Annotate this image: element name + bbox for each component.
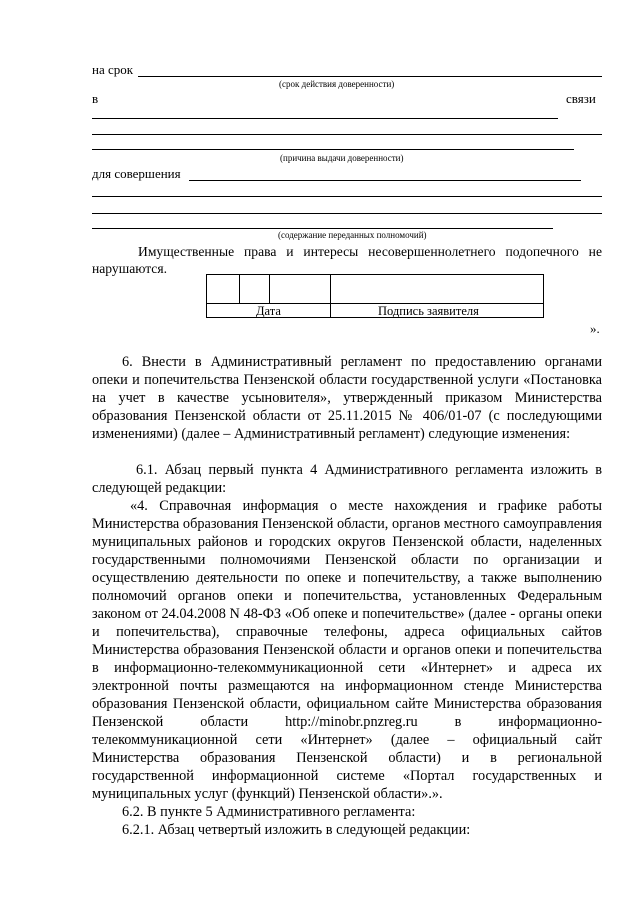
purpose-label: для совершения: [92, 166, 181, 181]
term-label: на срок: [92, 62, 134, 77]
rights-statement: Имущественные права и интересы несовершеннолетнего подопечного не нарушаются.: [92, 244, 602, 276]
purpose-line-4: [92, 228, 553, 229]
powers-caption: (содержание переданных полномочий): [278, 230, 427, 240]
reason-line-3: [92, 149, 574, 150]
reason-line-1: [92, 118, 558, 119]
paragraph-item-6-1: 6.1. Абзац первый пункта 4 Административного регламента изложить в следующей редакции:: [92, 462, 602, 496]
paragraph-item-6-2-1: 6.2.1. Абзац четвертый изложить в следующей редакции:: [122, 822, 471, 838]
date-label: Дата: [256, 304, 281, 318]
reason-line-2: [92, 134, 602, 135]
purpose-line-2: [92, 196, 602, 197]
term-caption: (срок действия доверенности): [279, 79, 395, 89]
reason-caption: (причина выдачи доверенности): [280, 153, 404, 163]
closing-quote-mark: ».: [590, 321, 600, 336]
signature-label: Подпись заявителя: [378, 304, 479, 318]
paragraph-item-6-2: 6.2. В пункте 5 Административного регламента:: [122, 804, 416, 820]
purpose-line-1: [189, 180, 581, 181]
term-line: [138, 76, 602, 77]
signature-table: [206, 274, 544, 318]
paragraph-item-6: 6. Внести в Административный регламент по предоставлению органами опеки и попечительства Пензенской области государственной услуги «Постановка на учет в качестве усыновителя», утвержденный приказом Министерства образования Пензенской области от 25.11.2015 № 406/01-07 (с последующими изменениями) (далее – Административный регламент) следующие изменения:: [92, 354, 602, 442]
paragraph-quote-4: «4. Справочная информация о месте нахождения и графике работы Министерства образования Пензенской области, органов местного самоуправления муниципальных районов и городских округов Пензенской области, наделенных государственными полномочиями Пензенской области по организации и осуществлению деятельности по опеке и попечительству, а также выполнению полномочий органов опеки и попечительства, установленных Федеральным законом от 24.04.2008 N 48-ФЗ «Об опеке и попечительстве» (далее - органы опеки и попечительства), справочные телефоны, адреса официальных сайтов Министерства образования Пензенской области и органов опеки и попечительства в информационно-телекоммуникационной сети «Интернет» и адреса их электронной почты размещаются на информационном стенде Министерства образования Пензенской области, официальном сайте Министерства образования Пензенской области http://minobr.pnzreg.ru в информационно-телекоммуникационной сети «Интернет» (далее – официальный сайт Министерства образования Пензенской области) и в региональной государственной информационной системе «Портал государственных и муниципальных услуг (функций) Пензенской области».».: [92, 498, 602, 802]
purpose-line-3: [92, 213, 602, 214]
reason-label-left: в: [92, 91, 99, 106]
reason-label-right: связи: [566, 91, 596, 106]
